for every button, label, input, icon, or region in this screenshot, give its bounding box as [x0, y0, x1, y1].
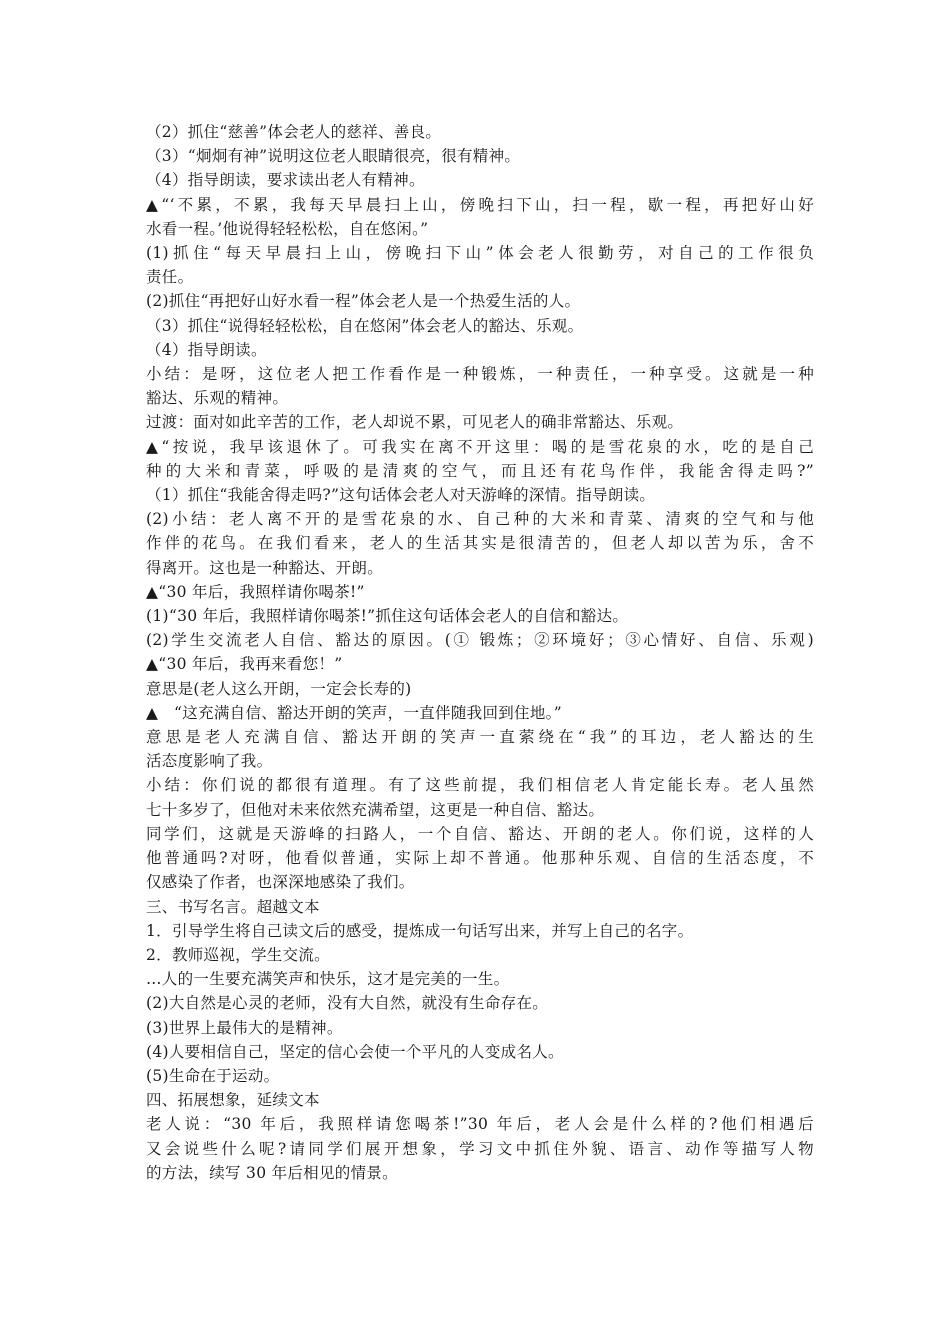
text-line: （2）抓住“慈善”体会老人的慈祥、善良。	[146, 123, 442, 141]
text-line: （3）抓住“说得轻轻松松，自在悠闲”体会老人的豁达、乐观。	[146, 316, 584, 335]
text-line: （4）指导朗读，要求读出老人有精神。	[146, 171, 425, 190]
text-line: 又会说些什么呢?请同学们展开想象，学习文中抓住外貌、语言、动作等描写人物	[146, 1139, 814, 1158]
text-line: (1)抓住“每天早晨扫上山，傍晚扫下山”体会老人很勤劳，对自己的工作很负	[146, 244, 814, 263]
text-line: 同学们，这就是天游峰的扫路人，一个自信、豁达、开朗的老人。你们说，这样的人	[146, 824, 814, 843]
text-line: (5)生命在于运动。	[146, 1066, 280, 1085]
text-line: 他普通吗?对呀，他看似普通，实际上却不普通。他那种乐观、自信的生活态度，不	[146, 849, 814, 868]
text-line: ▲“30 年后，我照样请你喝茶!”	[146, 582, 365, 601]
text-line: ▲“‘不累，不累，我每天早晨扫上山，傍晚扫下山，扫一程，歇一程，再把好山好	[146, 195, 814, 214]
text-line: 四、拓展想象，延续文本	[146, 1091, 320, 1110]
text-line: (1)“30 年后，我照样请你喝茶!”抓住这句话体会老人的自信和豁达。	[146, 607, 629, 626]
text-line: 过渡：面对如此辛苦的工作，老人却说不累，可见老人的确非常豁达、乐观。	[146, 413, 684, 432]
text-line: …人的一生要充满笑声和快乐，这才是完美的一生。	[146, 970, 510, 989]
text-line: (2)大自然是心灵的老师，没有大自然，就没有生命存在。	[146, 994, 549, 1013]
text-line: 的方法，续写 30 年后相见的情景。	[146, 1163, 398, 1182]
text-line: 种的大米和青菜，呼吸的是清爽的空气，而且还有花鸟作伴，我能舍得走吗?”	[146, 461, 814, 480]
text-line: 意思是(老人这么开朗，一定会长寿的)	[146, 679, 412, 698]
text-line: 作伴的花鸟。在我们看来，老人的生活其实是很清苦的，但老人却以苦为乐，舍不	[146, 534, 814, 553]
text-line: 豁达、乐观的精神。	[146, 389, 289, 408]
text-line: 活态度影响了我。	[146, 752, 273, 771]
text-line: 仅感染了作者，也深深地感染了我们。	[146, 873, 415, 892]
text-line: 得离开。这也是一种豁达、开朗。	[146, 558, 384, 577]
text-line: （3）“炯炯有神”说明这位老人眼睛很亮，很有精神。	[146, 147, 521, 166]
text-line: 1．引导学生将自己读文后的感受，提炼成一句话写出来，并写上自己的名字。	[146, 921, 694, 940]
text-line: (4)人要相信自己，坚定的信心会使一个平凡的人变成名人。	[146, 1042, 564, 1061]
text-line: 小结：是呀，这位老人把工作看作是一种锻炼，一种责任，一种享受。这就是一种	[146, 365, 814, 384]
text-line: 责任。	[146, 268, 194, 287]
text-line: 七十多岁了，但他对未来依然充满希望，这更是一种自信、豁达。	[146, 800, 605, 819]
text-line: 三、书写名言。超越文本	[146, 897, 320, 916]
text-line: （1）抓住“我能舍得走吗?”这句话体会老人对天游峰的深情。指导朗读。	[146, 486, 656, 505]
text-line: 小结：你们说的都很有道理。有了这些前提，我们相信老人肯定能长寿。老人虽然	[146, 776, 814, 795]
text-line: ▲ “这充满自信、豁达开朗的笑声，一直伴随我回到住地。”	[146, 703, 562, 722]
text-line: ▲“30 年后，我再来看您！”	[146, 655, 343, 674]
text-line: （4）指导朗读。	[146, 340, 267, 359]
text-line: 水看一程。’他说得轻轻松松，自在悠闲。”	[146, 219, 429, 238]
text-line: 意思是老人充满自信、豁达开朗的笑声一直萦绕在“我”的耳边，老人豁达的生	[146, 728, 814, 747]
text-line: 2．教师巡视，学生交流。	[146, 945, 330, 964]
text-line: (3)世界上最伟大的是精神。	[146, 1018, 343, 1037]
text-line: 老人说：“30 年后，我照样请您喝茶!”30 年后，老人会是什么样的?他们相遇后	[146, 1115, 814, 1134]
text-line: ▲“按说，我早该退休了。可我实在离不开这里：喝的是雪花泉的水，吃的是自己	[146, 437, 814, 456]
text-line: (2)学生交流老人自信、豁达的原因。(① 锻炼；②环境好；③心情好、自信、乐观)	[146, 631, 814, 650]
document-body	[146, 120, 814, 1185]
text-line: (2)抓住“再把好山好水看一程”体会老人是一个热爱生活的人。	[146, 292, 581, 311]
text-line: (2)小结：老人离不开的是雪花泉的水、自己种的大米和青菜、清爽的空气和与他	[146, 510, 814, 529]
